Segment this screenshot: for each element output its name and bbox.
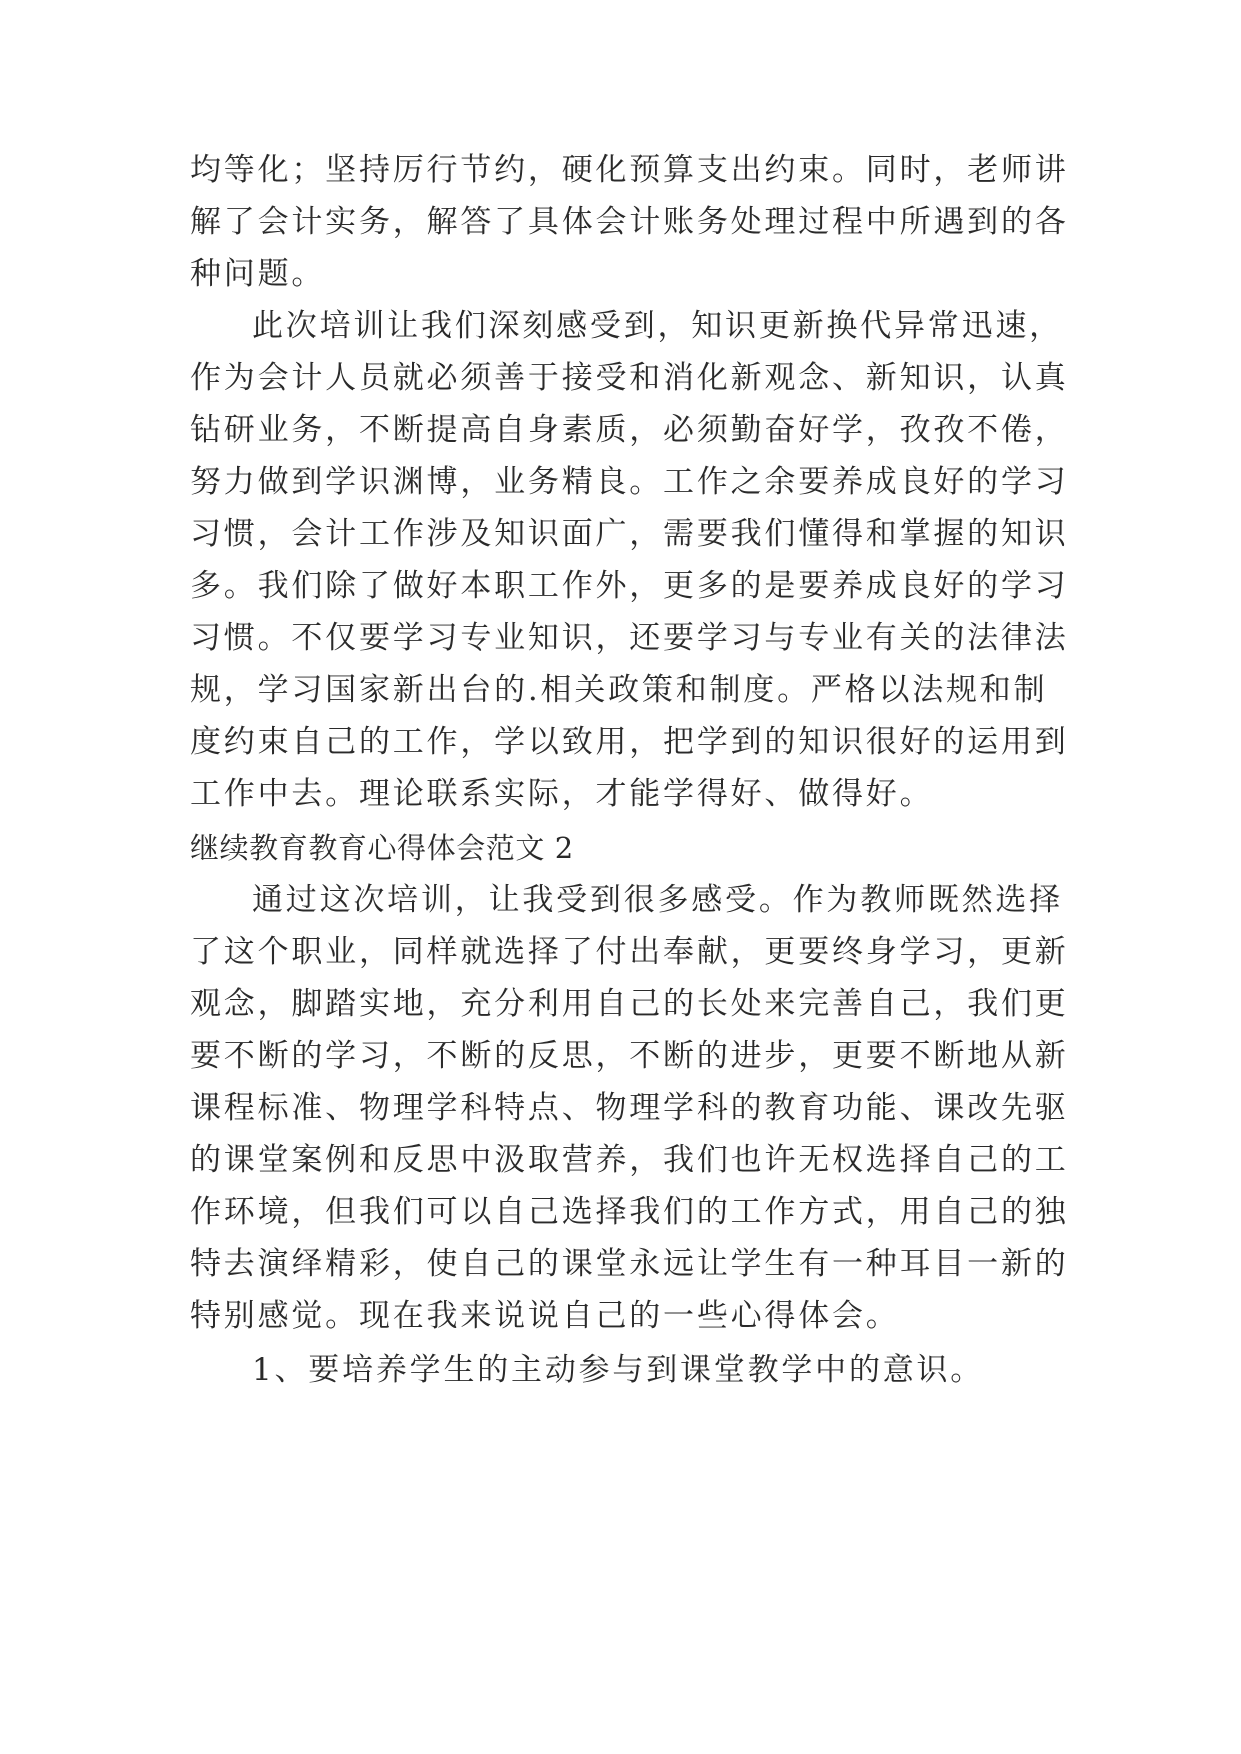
text-line: 作为会计人员就必须善于接受和消化新观念、新知识，认真 (190, 360, 1069, 396)
text-line: 规，学习国家新出台的.相关政策和制度。严格以法规和制 (190, 672, 1048, 708)
text-line: 习惯，会计工作涉及知识面广，需要我们懂得和掌握的知识 (190, 516, 1069, 552)
text-line: 钻研业务，不断提高自身素质，必须勤奋好学，孜孜不倦， (190, 412, 1069, 448)
text-line: 习惯。不仅要学习专业知识，还要学习与专业有关的法律法 (190, 620, 1069, 656)
text-line: 特去演绎精彩，使自己的课堂永远让学生有一种耳目一新的 (190, 1246, 1069, 1282)
text-line: 度约束自己的工作，学以致用，把学到的知识很好的运用到 (190, 724, 1069, 760)
text-line: 努力做到学识渊博，业务精良。工作之余要养成良好的学习 (190, 464, 1069, 500)
text-line: 要不断的学习，不断的反思，不断的进步，更要不断地从新 (190, 1038, 1069, 1074)
text-line: 了这个职业，同样就选择了付出奉献，更要终身学习，更新 (190, 934, 1069, 970)
paragraph-first-line: 此次培训让我们深刻感受到，知识更新换代异常迅速， (252, 308, 1063, 344)
text-line: 的课堂案例和反思中汲取营养，我们也许无权选择自己的工 (190, 1142, 1069, 1178)
text-line: 多。我们除了做好本职工作外，更多的是要养成良好的学习 (190, 568, 1069, 604)
text-line: 观念，脚踏实地，充分利用自己的长处来完善自己，我们更 (190, 986, 1069, 1022)
text-line: 工作中去。理论联系实际，才能学得好、做得好。 (190, 776, 934, 812)
text-line: 作环境，但我们可以自己选择我们的工作方式，用自己的独 (190, 1194, 1069, 1230)
text-line: 特别感觉。现在我来说说自己的一些心得体会。 (190, 1298, 900, 1334)
paragraph-first-line: 通过这次培训，让我受到很多感受。作为教师既然选择 (252, 882, 1063, 918)
text-line: 解了会计实务，解答了具体会计账务处理过程中所遇到的各 (190, 204, 1069, 240)
list-item: 1、要培养学生的主动参与到课堂教学中的意识。 (252, 1352, 985, 1388)
section-heading: 继续教育教育心得体会范文 2 (190, 831, 574, 865)
text-line: 课程标准、物理学科特点、物理学科的教育功能、课改先驱 (190, 1090, 1069, 1126)
text-line: 均等化；坚持厉行节约，硬化预算支出约束。同时，老师讲 (190, 152, 1069, 188)
text-line: 种问题。 (190, 256, 326, 292)
